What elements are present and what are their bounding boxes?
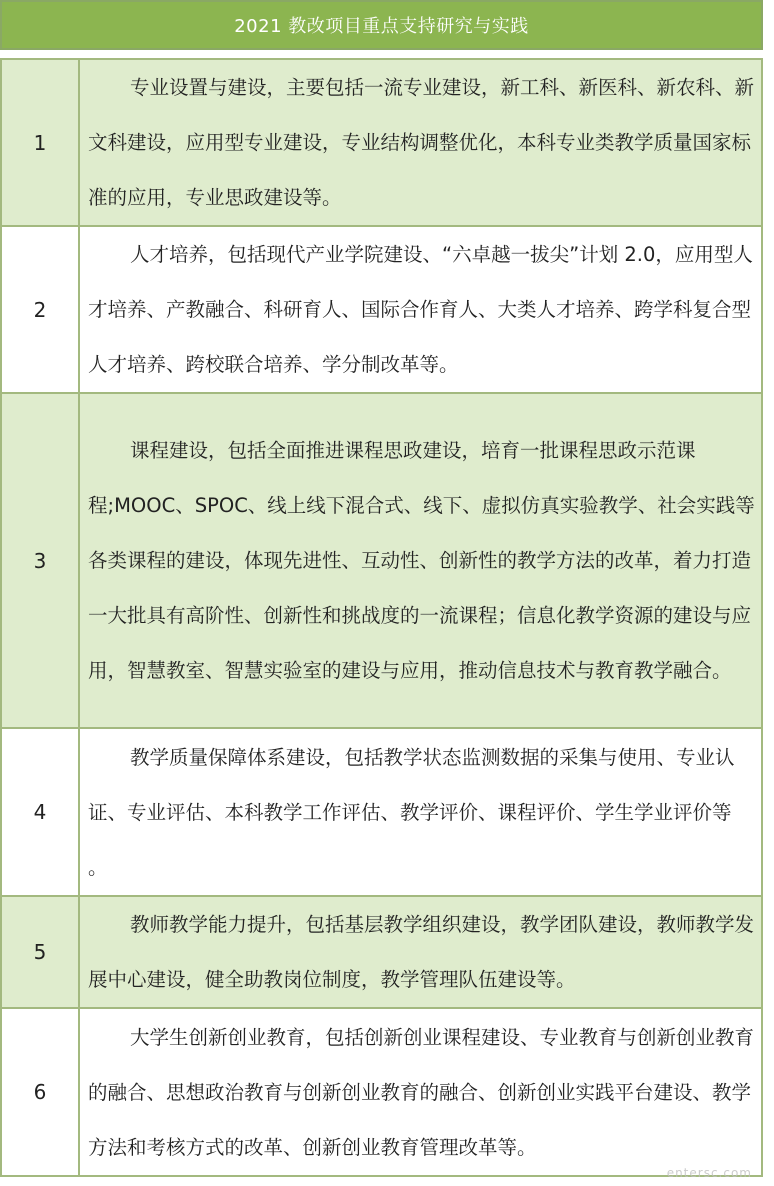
row-number: 2 [1, 226, 79, 393]
project-table [0, 58, 763, 1177]
watermark: entersc.com [666, 1166, 752, 1180]
row-text: 教学质量保障体系建设，包括教学状态监测数据的采集与使用、专业认证、专业评估、本科教学工作评估、教学评价、课程评价、学生学业评价等 。 [79, 728, 762, 896]
table-row [1, 226, 762, 393]
row-text: 教师教学能力提升，包括基层教学组织建设，教学团队建设，教师教学发展中心建设，健全助教岗位制度，教学管理队伍建设等。 [79, 896, 762, 1008]
row-text: 专业设置与建设，主要包括一流专业建设，新工科、新医科、新农科、新文科建设，应用型专业建设，专业结构调整优化，本科专业类教学质量国家标准的应用，专业思政建设等。 [79, 59, 762, 226]
table-row [1, 393, 762, 728]
row-text: 人才培养，包括现代产业学院建设、“六卓越一拔尖”计划 2.0，应用型人才培养、产教融合、科研育人、国际合作育人、大类人才培养、跨学科复合型人才培养、跨校联合培养、学分制改革等。 [79, 226, 762, 393]
row-number: 1 [1, 59, 79, 226]
row-number: 5 [1, 896, 79, 1008]
row-number: 4 [1, 728, 79, 896]
table-row [1, 1008, 762, 1176]
table-row [1, 728, 762, 896]
row-text: 课程建设，包括全面推进课程思政建设，培育一批课程思政示范课程;MOOC、SPOC、线上线下混合式、线下、虚拟仿真实验教学、社会实践等各类课程的建设，体现先进性、互动性、创新性的教学方法的改革，着力打造一大批具有高阶性、创新性和挑战度的一流课程；信息化教学资源的建设与应用，智慧教室、智慧实验室的建设与应用，推动信息技术与教育教学融合。 [79, 393, 762, 728]
table-row [1, 59, 762, 226]
row-number: 3 [1, 393, 79, 728]
title-gap [0, 50, 763, 58]
table-row [1, 896, 762, 1008]
row-number: 6 [1, 1008, 79, 1176]
row-text: 大学生创新创业教育，包括创新创业课程建设、专业教育与创新创业教育的融合、思想政治教育与创新创业教育的融合、创新创业实践平台建设、教学方法和考核方式的改革、创新创业教育管理改革等。 [79, 1008, 762, 1176]
table-title: 2021 教改项目重点支持研究与实践 [0, 0, 763, 50]
